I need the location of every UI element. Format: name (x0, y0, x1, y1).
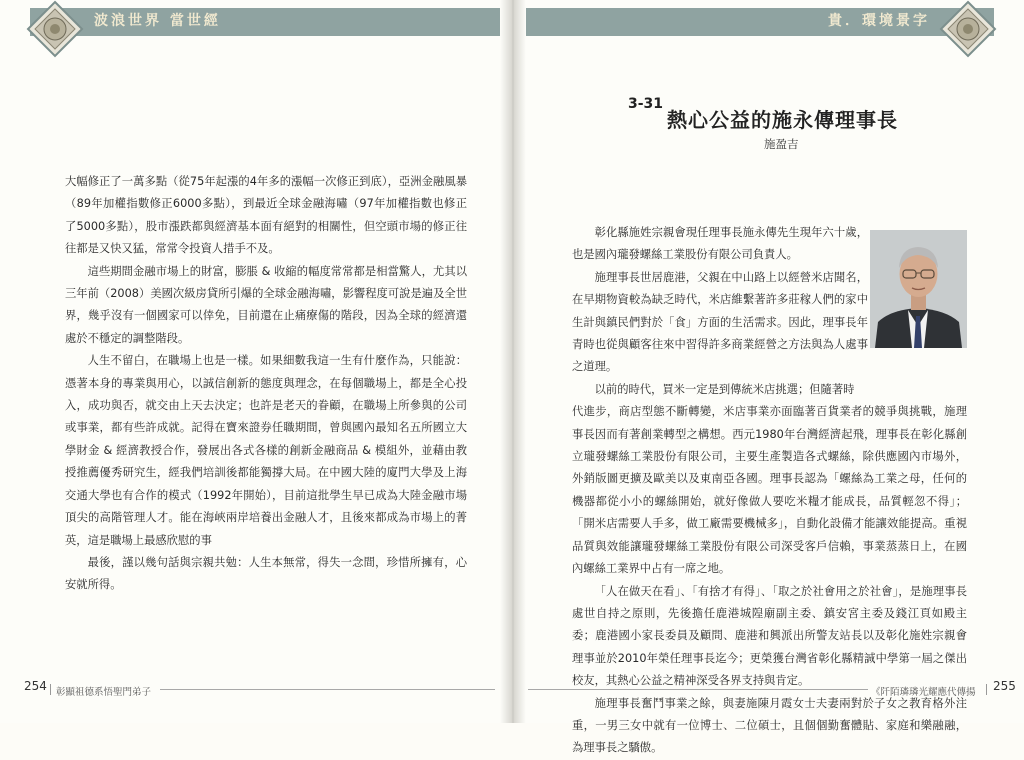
paragraph: 最後，謹以幾句話與宗親共勉：人生本無常，得失一念間，珍惜所擁有，心安就所得。 (65, 555, 467, 592)
right-page-number: 255 (993, 679, 1016, 693)
article-author: 施盈吉 (764, 137, 799, 151)
article-number: 3-31 (628, 96, 664, 112)
paragraph: 彰化縣施姓宗親會現任理事長施永傳先生現年六十歲，也是國內瓏發螺絲工業股份有限公司負責人。 (572, 226, 868, 262)
right-footer-text: 《阡陌璘璘光耀應代傳揚 (871, 687, 976, 698)
right-header-band (518, 8, 994, 36)
paragraph: 代進步，商店型態不斷轉變，米店事業亦面臨著百貨業者的競爭與挑戰，施理事長因而有著創業轉型之構想。西元1980年台灣經濟起飛，理事長在彰化縣創立瓏發螺絲工業股份有限公司，主要生產製造各式螺絲，除供應國內市場外，外銷版圖更擴及歐美以及東南亞各國。理事長認為「螺絲為工業之母，任何的機器都從小小的螺絲開始，就好像做人要吃米糧才能成長，品質輕忽不得」；「開米店需要人手多，做工廠需要機械多」，自動化設備才能讓效能提高。重視品質與效能讓瓏發螺絲工業股份有限公司深受客戶信賴，事業蒸蒸日上，在國內螺絲工業界中占有一席之地。 (572, 405, 967, 576)
person-portrait-icon (870, 230, 967, 348)
left-page-number: 254 (24, 679, 47, 693)
footer-tick (986, 684, 987, 695)
paragraph: 人生不留白，在職場上也是一樣。如果細數我這一生有什麼作為，只能說：憑著本身的專業與用心，以誠信創新的態度與理念，在每個職場上，都是全心投入，成功與否，就交由上天去決定；也許是老天的眷顧，在職場上所參與的公司或事業，都有些許成就。記得在寶來證券任職期間，曾與國內最知名五所國立大學財金 & 經濟教授合作，發展出各式各樣的創新金融商品 & 模組外，並藉由教授推薦優秀研究生，經我們培訓後都能獨撐大局。在中國大陸的廈門大學及上海交通大學也有合作的模式（1992年開始），目前這批學生早已成為大陸金融市場頂尖的高階管理人才。能在海峽兩岸培養出金融人才，且後來都成為市場上的菁英，這是職場上最感欣慰的事 (65, 354, 467, 547)
left-footer-text: 彰顯祖德系悟聖門弟子 (56, 687, 152, 698)
portrait-photo (870, 230, 967, 348)
left-body-text (65, 171, 467, 597)
left-header-band (30, 8, 508, 36)
footer-rule (528, 689, 868, 690)
paragraph: 「人在做天在看」、「有捨才有得」、「取之於社會用之於社會」，是施理事長處世自持之原則，先後擔任鹿港城隍廟副主委、鎮安宮主委及錢江頁如殿主委；鹿港國小家長委員及顧問、鹿港和興派出所警友站長以及彰化施姓宗親會理事並於2010年榮任理事長迄今；更榮獲台灣省彰化縣精誠中學第一屆之傑出校友，其熱心公益之精神深受各界支持與肯定。 (572, 584, 967, 688)
paragraph: 施理事長世居鹿港，父親在中山路上以經營米店聞名，在早期物資較為缺乏時代，米店維繫著許多莊稼人們的家中生計與鎮民們對於「食」方面的生活需求。因此，理事長年青時也從與顧客往來中習得許多商業經營之方法與為人處事之道理。 (572, 270, 868, 374)
paragraph: 施理事長奮鬥事業之餘，與妻施陳月霞女士夫妻兩對於子女之教育格外注重，一男三女中就有一位博士、二位碩士，且個個勤奮體貼、家庭和樂融融，為理事長之驕傲。 (572, 696, 967, 755)
ornament-emblem-icon (939, 0, 997, 58)
ornament-emblem-icon (26, 0, 84, 58)
left-page (0, 0, 511, 723)
footer-rule (160, 689, 495, 690)
paragraph: 大幅修正了一萬多點（從75年起漲的4年多的漲幅一次修正到底），亞洲金融風暴（89年加權指數修正6000多點），到最近全球金融海嘯（97年加權指數也修正了5000多點），股市漲跌都與經濟基本面有絕對的相關性，但空頭市場的修正往往都是又快又猛，常常令投資人措手不及。 (65, 175, 467, 256)
article-title: 熱心公益的施永傳理事長 (667, 108, 898, 132)
paragraph: 以前的時代，買米一定是到傳統米店挑選；但隨著時 (594, 382, 855, 396)
book-gutter (500, 0, 526, 723)
paragraph: 這些期間金融市場上的財富，膨脹 & 收縮的幅度常常都是相當驚人，尤其以三年前（2008）美國次級房貸所引爆的全球金融海嘯，影響程度可說是遍及全世界，幾乎沒有一個國家可以倖免，目前還在止痛療傷的階段，因為全球的經濟還處於不穩定的調整階段。 (65, 264, 467, 345)
right-header-text: 貴．環境景字 (828, 13, 930, 29)
footer-tick (50, 684, 51, 695)
left-header-text: 波浪世界 當世經 (94, 13, 221, 29)
